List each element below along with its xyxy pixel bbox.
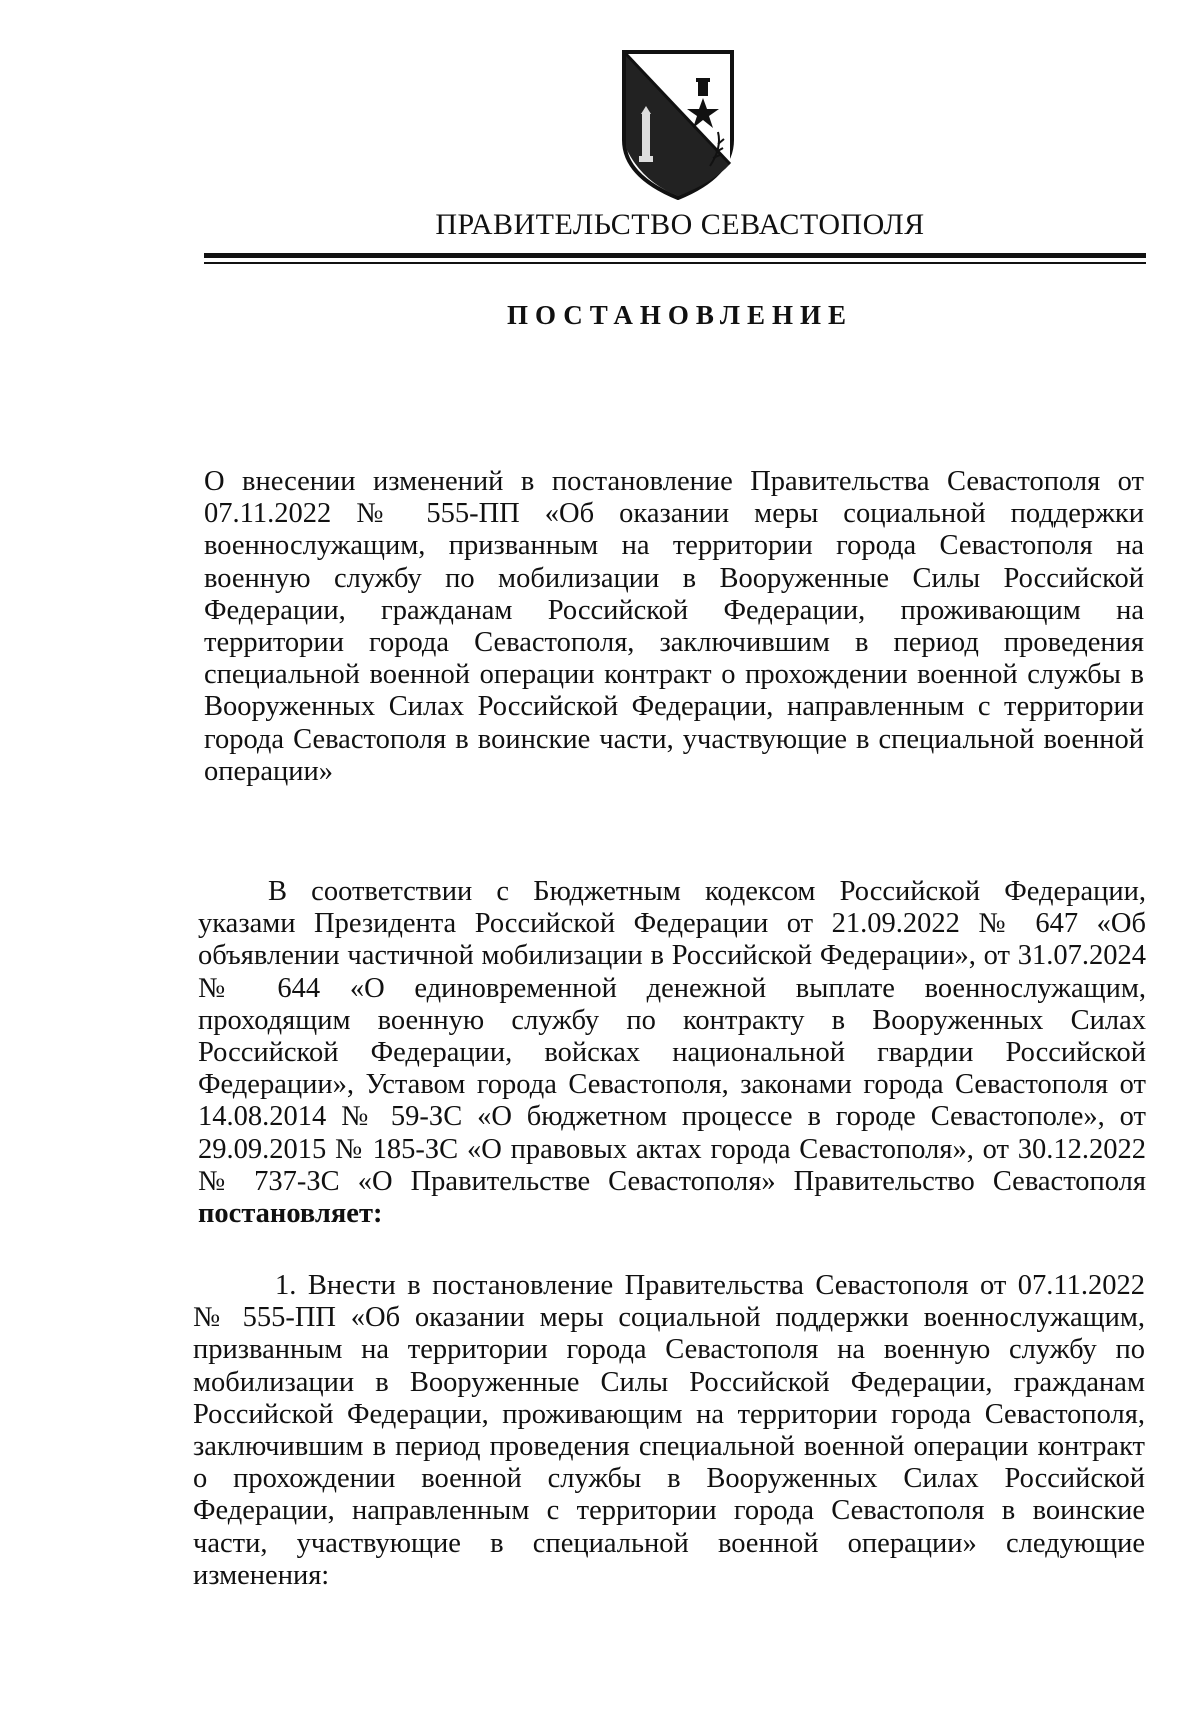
- document-type-title: ПОСТАНОВЛЕНИЕ: [506, 300, 854, 330]
- header-divider-thick: [204, 253, 1146, 258]
- sevastopol-coat-of-arms-icon: [618, 48, 738, 200]
- header-divider-thin: [204, 262, 1146, 264]
- preamble-paragraph: [198, 876, 1146, 1230]
- item-1-paragraph: 1. Внести в постановление Правительства Севастополя от 07.11.2022 № 555-ПП «Об оказании меры социальной поддержки военнослужащим, призванным на территории города Севастополя на военную службу по мобилизации в Вооруженные Силы Российской Федерации, гражданам Российской Федерации, проживающим на территории города Севастополя, заключившим в период проведения специальной военной операции контракт о прохождении военной службы в Вооруженных Силах Российской Федерации, направленным с территории города Севастополя в воинские части, участвующие в специальной военной операции» следующие изменения:: [193, 1270, 1145, 1591]
- document-subject: О внесении изменений в постановление Правительства Севастополя от 07.11.2022 № 555-ПП «Об оказании меры социальной поддержки военнослужащим, призванным на территории города Севастополя на военную службу по мобилизации в Вооруженные Силы Российской Федерации, гражданам Российской Федерации, проживающим на территории города Севастополя, заключившим в период проведения специальной военной операции контракт о прохождении военной службы в Вооруженных Силах Российской Федерации, направленным с территории города Севастополя в воинские части, участвующие в специальной военной операции»: [204, 466, 1144, 787]
- organization-name: ПРАВИТЕЛЬСТВО СЕВАСТОПОЛЯ: [435, 208, 925, 241]
- preamble-text: В соответствии с Бюджетным кодексом Российской Федерации, указами Президента Российской Федерации от 21.09.2022 № 647 «Об объявлении частичной мобилизации в Российской Федерации», от 31.07.2024 № 644 «О единовременной денежной выплате военнослужащим, проходящим военную службу по контракту в Вооруженных Силах Российской Федерации, войсках национальной гвардии Российской Федерации», Уставом города Севастополя, законами города Севастополя от 14.08.2014 № 59-ЗС «О бюджетном процессе в городе Севастополе», от 29.09.2015 № 185-ЗС «О правовых актах города Севастополя», от 30.12.2022 № 737-ЗС «О Правительстве Севастополя» Правительство Севастополя: [198, 876, 1146, 1197]
- decree-word: постановляет:: [198, 1198, 383, 1230]
